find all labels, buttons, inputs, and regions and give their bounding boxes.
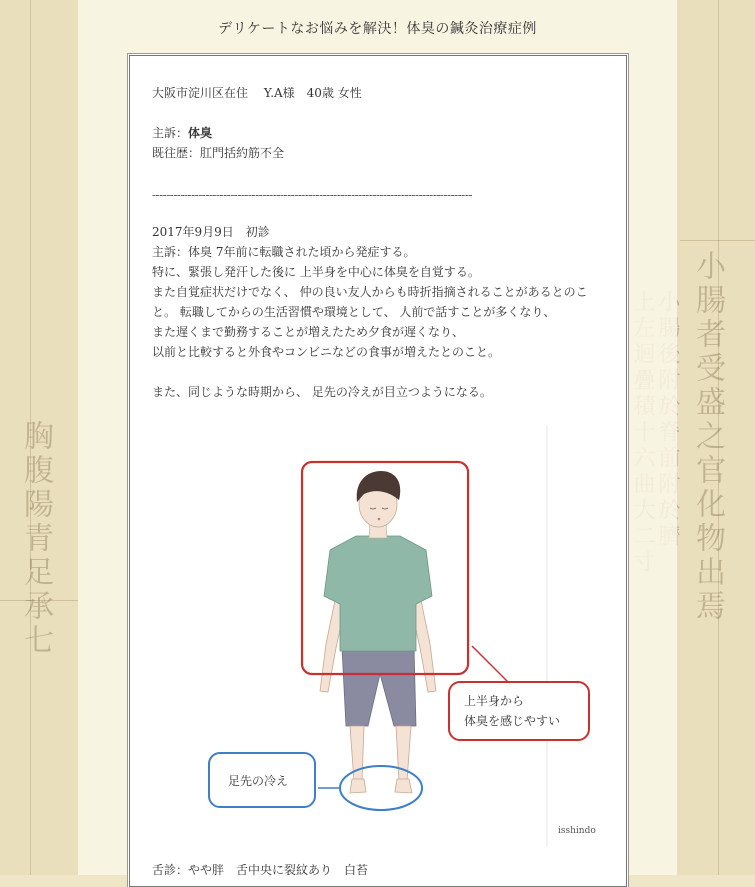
- background-chart-line: [30, 0, 31, 875]
- figure-right-foot: [395, 779, 412, 793]
- history-line: また自覚症状だけでなく、 仲の良い友人からも時折指摘されることがあるとのこ: [152, 285, 588, 299]
- upper-body-callout-connector: [472, 646, 510, 684]
- background-chart-line: [0, 600, 78, 601]
- background-chart-text-right-1: 小腸者受盛之官化物出焉: [690, 250, 725, 624]
- chief-complaint-label: 主訴：: [152, 126, 189, 140]
- divider-line: ------------------------------------------------------------------------------------------: [152, 188, 472, 202]
- figure-pants: [342, 648, 416, 726]
- history-line: また遅くまで勤務することが増えたため夕食が遅くなり、: [152, 325, 465, 339]
- upper-body-callout-line2: 体臭を感じやすい: [464, 714, 561, 728]
- history-line: と。 転職してからの生活習慣や環境として、 人前で話すことが多くなり、: [152, 305, 556, 319]
- article-card: [129, 55, 627, 887]
- chief-complaint: [152, 123, 212, 143]
- background-chart-text-left: 胸腹陽青足承七: [18, 420, 53, 658]
- upper-body-callout: [448, 681, 590, 741]
- patient-info: 大阪市淀川区在住 Y.A様 40歳 女性: [152, 86, 362, 100]
- medical-history: 既往歴：肛門括約筋不全: [152, 146, 285, 160]
- figure-shirt: [324, 536, 432, 651]
- background-chart-line: [680, 240, 755, 241]
- history-line: 主訴：体臭 7年前に転職された頃から発症する。: [152, 245, 416, 259]
- history-line: 以前と比較すると外食やコンビニなどの食事が増えたとのこと。: [152, 345, 501, 359]
- chief-complaint-value: 体臭: [188, 126, 213, 140]
- visit-date: 2017年9月9日 初診: [152, 225, 270, 239]
- figure-left-foot: [350, 779, 366, 793]
- tongue-diagnosis: 舌診：やや胖 舌中央に裂紋あり 白苔: [152, 863, 369, 877]
- feet-callout-label: 足先の冷え: [228, 774, 289, 788]
- background-chart-line: [718, 0, 719, 875]
- history-line: 特に、緊張し発汗した後に 上半身を中心に体臭を自覚する。: [152, 265, 480, 279]
- cold-feet-note: また、同じような時期から、 足先の冷えが目立つようになる。: [152, 385, 492, 399]
- page-title: デリケートなお悩みを解決！体臭の鍼灸治療症例: [218, 21, 537, 37]
- upper-body-callout-line1: 上半身から: [464, 694, 525, 708]
- feet-callout: [208, 752, 316, 808]
- symptom-illustration: [190, 426, 594, 846]
- illustration-credit: isshindo: [558, 826, 596, 836]
